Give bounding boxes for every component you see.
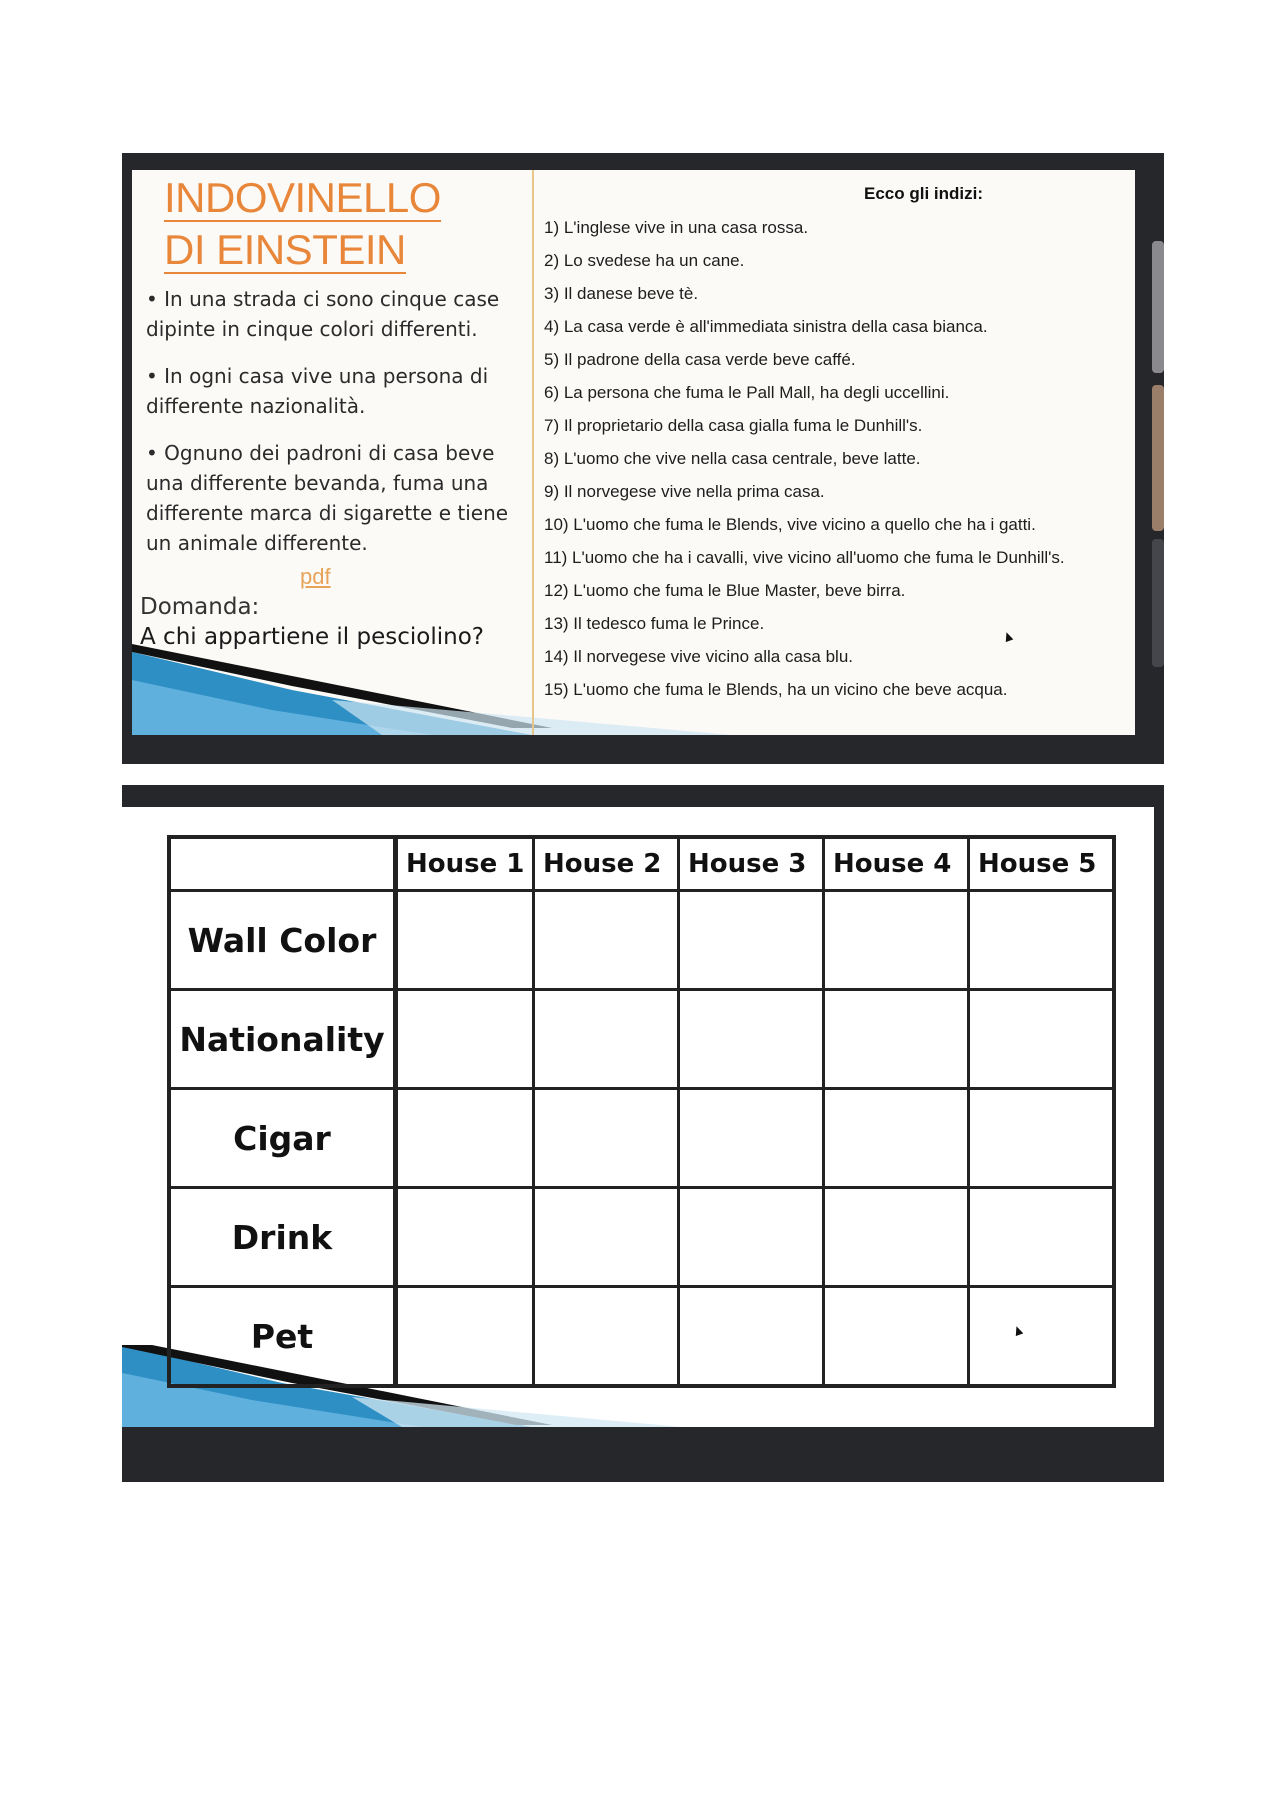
mouse-pointer-icon [1013, 1325, 1024, 1336]
grid-cell[interactable] [824, 1287, 969, 1387]
grid-cell[interactable] [534, 1089, 679, 1188]
row-label: Wall Color [169, 891, 396, 990]
grid-cell[interactable] [969, 990, 1115, 1089]
clue-item: 3) Il danese beve tè. [544, 284, 699, 303]
clue-item: 7) Il proprietario della casa gialla fuma le Dunhill's. [544, 416, 923, 435]
grid-cell[interactable] [969, 1287, 1115, 1387]
clue-item: 6) La persona che fuma le Pall Mall, ha degli uccellini. [544, 383, 950, 402]
table-row [169, 1089, 1114, 1188]
row-label: Cigar [169, 1089, 396, 1188]
intro-bullet-1: • In una strada ci sono cinque case dipinte in cinque colori differenti. [146, 287, 500, 341]
clues-title: Ecco gli indizi: [864, 184, 984, 203]
grid-header-row [169, 837, 1114, 891]
pdf-link[interactable]: pdf [300, 564, 331, 589]
clue-item: 5) Il padrone della casa verde beve caffé. [544, 350, 856, 369]
grid-cell[interactable] [396, 891, 534, 990]
slide-frame-riddle [122, 153, 1164, 764]
grid-cell[interactable] [396, 1089, 534, 1188]
column-header: House 5 [969, 837, 1115, 891]
grid-cell[interactable] [679, 1287, 824, 1387]
grid-cell[interactable] [679, 891, 824, 990]
grid-cell[interactable] [824, 1089, 969, 1188]
grid-cell[interactable] [824, 990, 969, 1089]
title-line-1: INDOVINELLO [164, 174, 441, 221]
grid-cell[interactable] [534, 1287, 679, 1387]
mouse-pointer-icon [1003, 631, 1014, 642]
grid-cell[interactable] [679, 990, 824, 1089]
riddle-slide [132, 170, 1135, 735]
table-row [169, 1287, 1114, 1387]
intro-bullet-3: • Ognuno dei padroni di casa beve una differente bevanda, fuma una differente marca di sigarette e tiene un animale differente. [146, 441, 509, 555]
clue-item: 2) Lo svedese ha un cane. [544, 251, 745, 270]
clue-item: 4) La casa verde è all'immediata sinistra della casa bianca. [544, 317, 988, 336]
slide-frame-grid [122, 785, 1164, 1482]
clues-panel [534, 170, 1135, 735]
column-header: House 4 [824, 837, 969, 891]
grid-cell[interactable] [824, 891, 969, 990]
grid-cell[interactable] [396, 1287, 534, 1387]
row-label: Pet [169, 1287, 396, 1387]
column-header: House 2 [534, 837, 679, 891]
clue-item: 13) Il tedesco fuma le Prince. [544, 614, 765, 633]
clue-item: 10) L'uomo che fuma le Blends, vive vicino a quello che ha i gatti. [544, 515, 1036, 534]
grid-cell[interactable] [396, 990, 534, 1089]
row-label: Nationality [169, 990, 396, 1089]
intro-bullet-2: • In ogni casa vive una persona di differente nazionalità. [146, 364, 489, 418]
row-label: Drink [169, 1188, 396, 1287]
grid-cell[interactable] [969, 1089, 1115, 1188]
grid-cell[interactable] [824, 1188, 969, 1287]
grid-corner-cell [169, 837, 396, 891]
table-row [169, 891, 1114, 990]
clue-item: 15) L'uomo che fuma le Blends, ha un vicino che beve acqua. [544, 680, 1008, 699]
column-header: House 1 [396, 837, 534, 891]
clue-item: 14) Il norvegese vive vicino alla casa blu. [544, 647, 853, 666]
grid-cell[interactable] [969, 891, 1115, 990]
side-thumbnail-strip [1152, 241, 1164, 373]
table-row [169, 990, 1114, 1089]
clue-item: 8) L'uomo che vive nella casa centrale, beve latte. [544, 449, 921, 468]
grid-cell[interactable] [969, 1188, 1115, 1287]
solution-grid [167, 835, 1116, 1388]
side-thumbnail-strip [1152, 385, 1164, 531]
grid-cell[interactable] [534, 990, 679, 1089]
grid-cell[interactable] [534, 1188, 679, 1287]
clue-item: 9) Il norvegese vive nella prima casa. [544, 482, 825, 501]
grid-slide [122, 807, 1154, 1427]
clue-item: 1) L'inglese vive in una casa rossa. [544, 218, 809, 237]
riddle-title [164, 176, 441, 280]
clue-item: 12) L'uomo che fuma le Blue Master, beve birra. [544, 581, 906, 600]
title-line-2: DI EINSTEIN [164, 226, 406, 273]
clue-item: 11) L'uomo che ha i cavalli, vive vicino all'uomo che fuma le Dunhill's. [544, 548, 1065, 567]
question-label: Domanda: [140, 594, 260, 620]
grid-cell[interactable] [679, 1089, 824, 1188]
question-text: A chi appartiene il pesciolino? [140, 624, 484, 650]
side-thumbnail-strip [1152, 539, 1164, 667]
column-header: House 3 [679, 837, 824, 891]
grid-cell[interactable] [534, 891, 679, 990]
grid-cell[interactable] [396, 1188, 534, 1287]
grid-cell[interactable] [679, 1188, 824, 1287]
table-row [169, 1188, 1114, 1287]
